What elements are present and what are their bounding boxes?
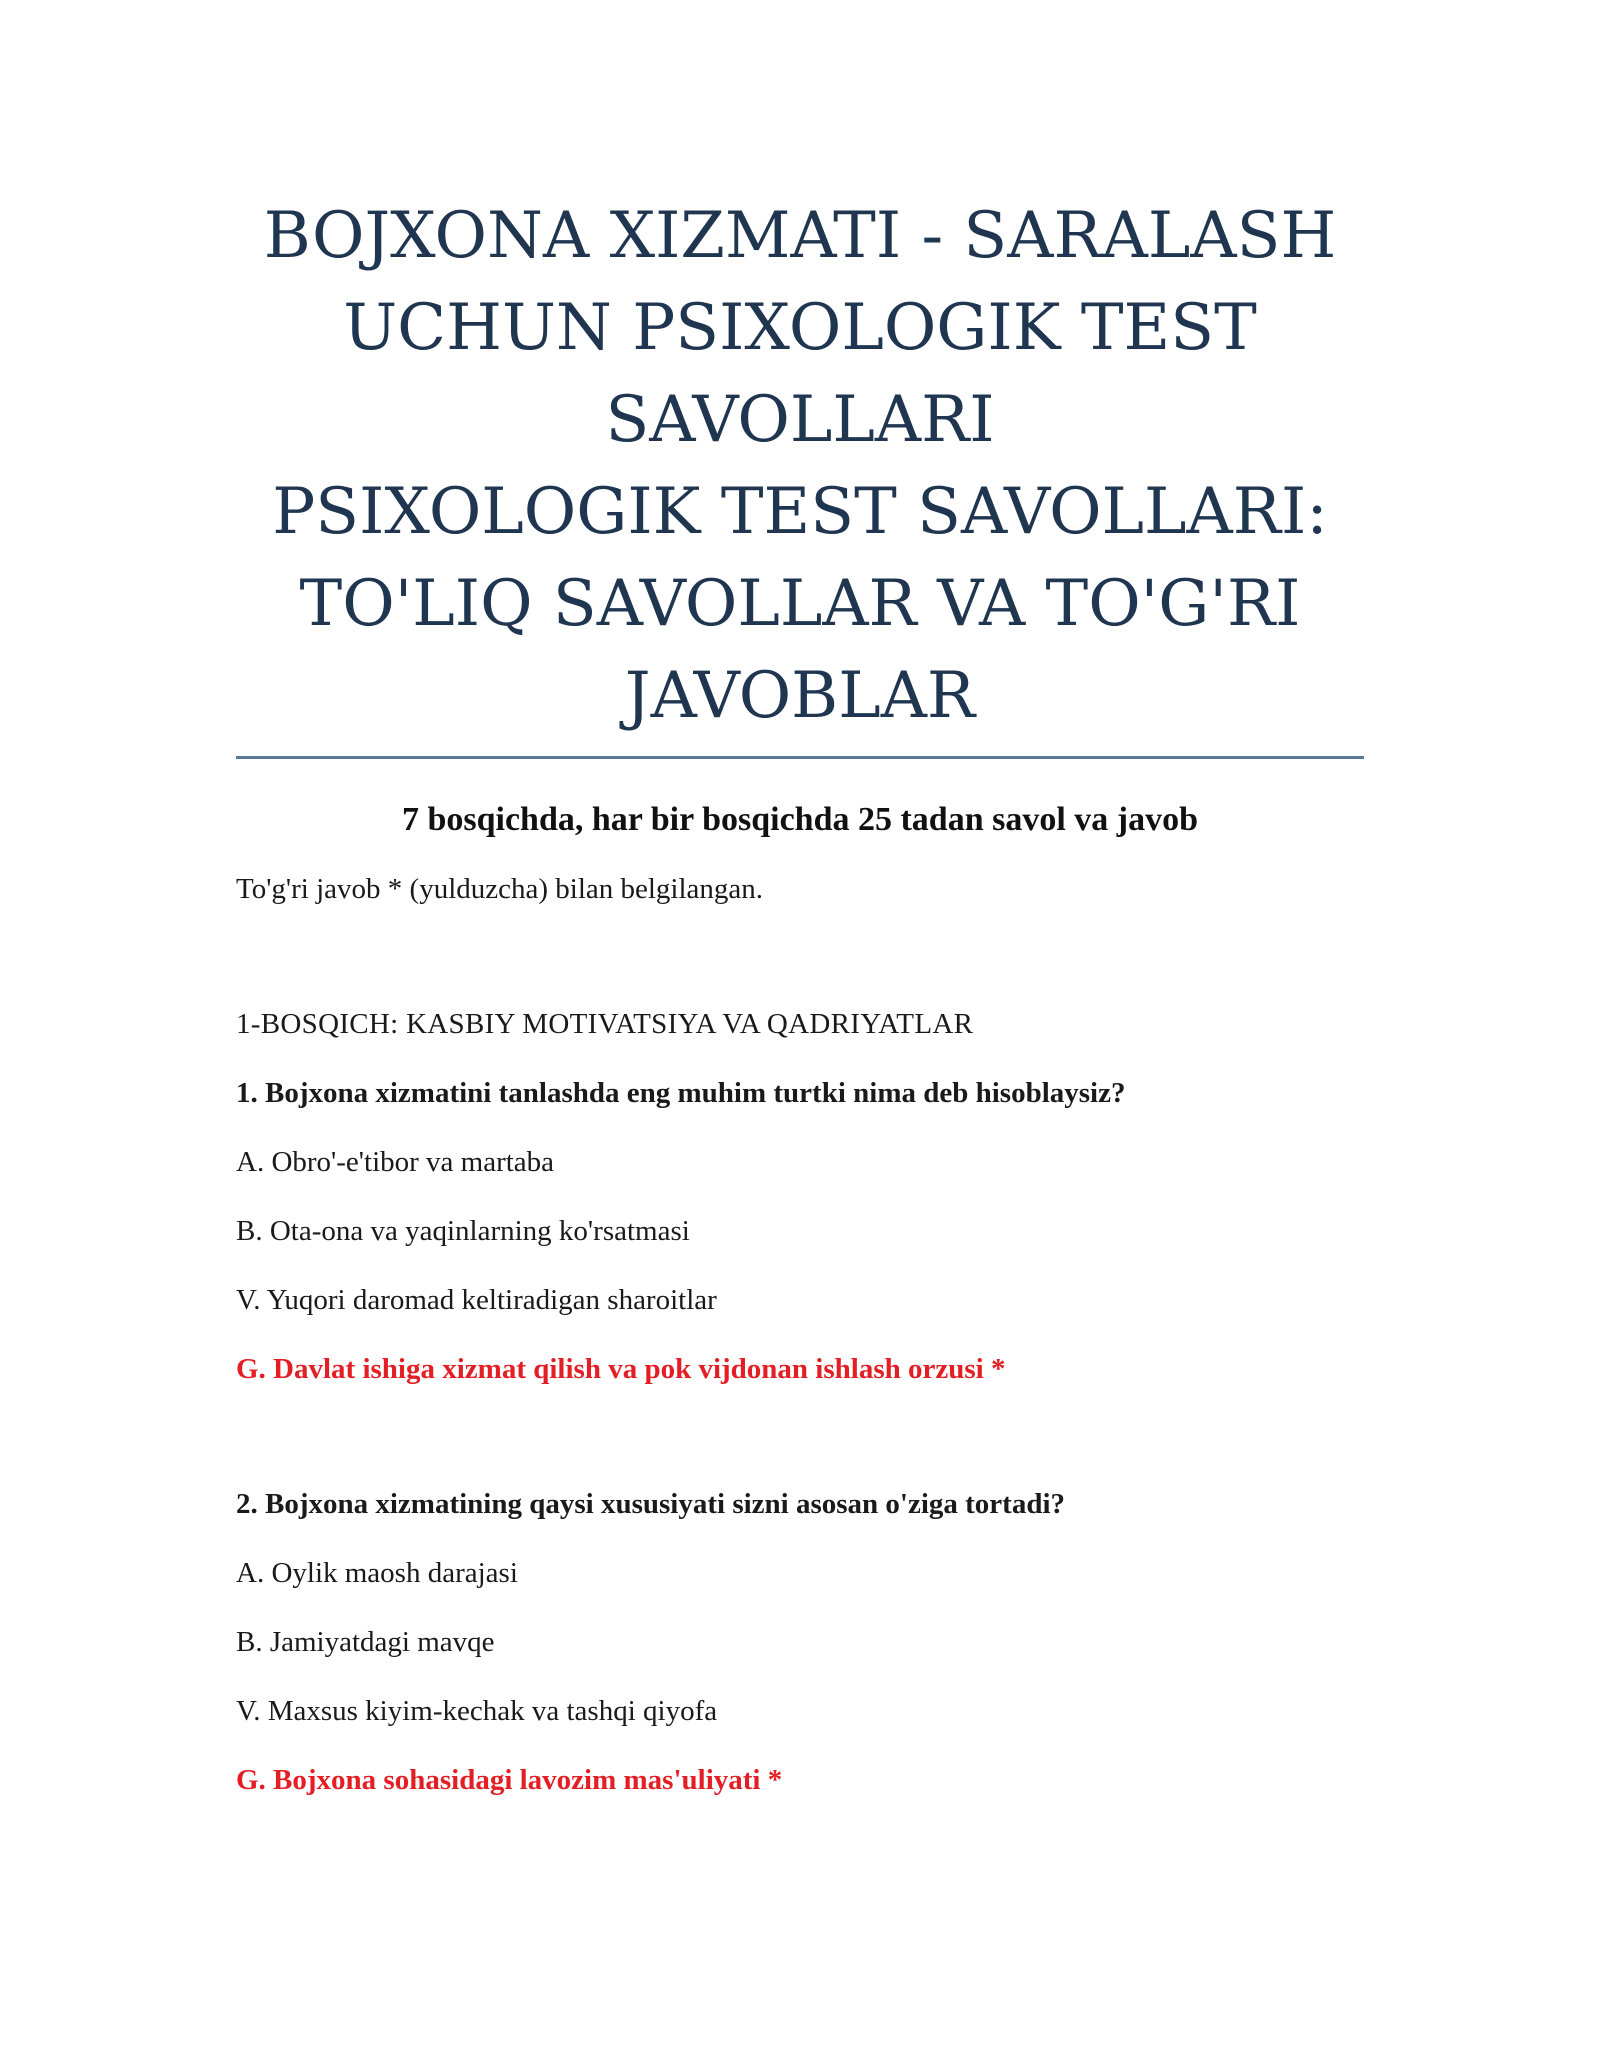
title-line: PSIXOLOGIK TEST SAVOLLARI: — [272, 475, 1328, 549]
question-text: 1. Bojxona xizmatini tanlashda eng muhim turtki nima deb hisoblaysiz? — [236, 1077, 1126, 1109]
answer-option: V. Yuqori daromad keltiradigan sharoitlar — [236, 1284, 717, 1316]
title-line: SAVOLLARI — [605, 383, 995, 457]
question-text: 2. Bojxona xizmatining qaysi xususiyati sizni asosan o'ziga tortadi? — [236, 1488, 1066, 1520]
stage-heading: 1-BOSQICH: KASBIY MOTIVATSIYA VA QADRIYATLAR — [236, 1008, 974, 1040]
title-line: TO'LIQ SAVOLLAR VA TO'G'RI — [299, 567, 1301, 641]
answer-option: A. Obro'-e'tibor va martaba — [236, 1146, 555, 1178]
answer-option: B. Ota-ona va yaqinlarning ko'rsatmasi — [236, 1215, 690, 1247]
correct-answer-option: G. Bojxona sohasidagi lavozim mas'uliyati * — [236, 1764, 783, 1796]
document-title — [236, 190, 1364, 742]
correct-answer-option: G. Davlat ishiga xizmat qilish va pok vijdonan ishlash orzusi * — [236, 1353, 1006, 1385]
title-divider — [236, 756, 1364, 759]
answer-option: B. Jamiyatdagi mavqe — [236, 1626, 495, 1658]
title-line: BOJXONA XIZMATI - SARALASH — [263, 199, 1337, 273]
title-line: UCHUN PSIXOLOGIK TEST — [343, 291, 1257, 365]
answer-option: V. Maxsus kiyim-kechak va tashqi qiyofa — [236, 1695, 718, 1727]
answer-key-note: To'g'ri javob * (yulduzcha) bilan belgilangan. — [236, 873, 764, 905]
document-page — [236, 190, 1364, 1797]
question-block — [236, 1077, 1364, 1386]
title-line: JAVOBLAR — [624, 659, 976, 733]
answer-option: A. Oylik maosh darajasi — [236, 1557, 518, 1589]
question-block — [236, 1488, 1364, 1797]
document-subtitle: 7 bosqichda, har bir bosqichda 25 tadan savol va javob — [401, 801, 1199, 838]
